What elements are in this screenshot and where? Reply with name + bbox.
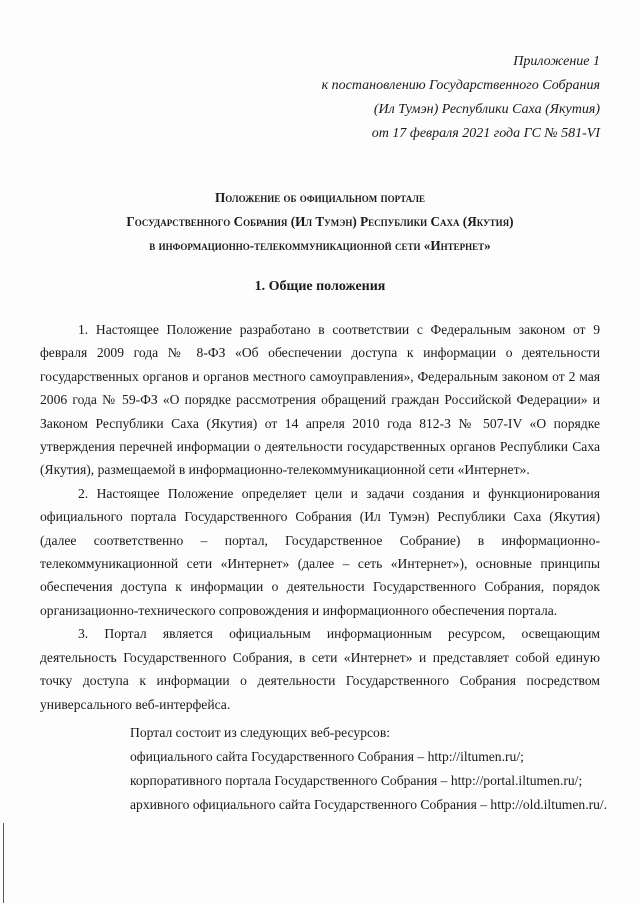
title-line-2: Государственного Собрания (Ил Тумэн) Республики Саха (Якутия) [126, 214, 514, 229]
paragraph-2: 2. Настоящее Положение определяет цели и задачи создания и функционирования официального портала Государственного Собрания (Ил Тумэн) Республики Саха (Якутия) (далее соответственно – портал, Государственное Собрание) в информационно-телекоммуникационной сети «Интернет» (далее – сеть «Интернет»), основные принципы обеспечения доступа к информации о деятельности Государственного Собрания, порядок организационно-технического сопровождения и информационного обеспечения портала. [40, 485, 600, 618]
title-line-1: Положение об официальном портале [215, 190, 425, 205]
resources-list [117, 721, 608, 817]
resources-intro: Портал состоит из следующих веб-ресурсов: [130, 725, 391, 740]
paragraph-3: 3. Портал является официальным информационным ресурсом, освещающим деятельность Государственного Собрания, в сети «Интернет» и представляет собой единую точку доступа к информации о деятельности Государственного Собрания посредством универсального веб-интерфейса. [40, 626, 600, 712]
body-text [40, 318, 600, 716]
resource-item-1: официального сайта Государственного Собрания – http://iltumen.ru/; [130, 749, 524, 764]
annex-resolution: к постановлению Государственного Собрания [321, 78, 600, 93]
resource-item-2: корпоративного портала Государственного Собрания – http://portal.iltumen.ru/; [130, 773, 583, 788]
scan-edge-mark [3, 823, 4, 903]
resource-item-3: архивного официального сайта Государственного Собрания – http://old.iltumen.ru/. [130, 797, 608, 812]
title-line-3: в информационно-телекоммуникационной сети «Интернет» [149, 238, 491, 253]
annex-body-name: (Ил Тумэн) Республики Саха (Якутия) [373, 102, 600, 117]
paragraph-1: 1. Настоящее Положение разработано в соответствии с Федеральным законом от 9 февраля 2009 года № 8-ФЗ «Об обеспечении доступа к информации о деятельности государственных органов и органов местного самоуправления», Федеральным законом от 2 мая 2006 года № 59-ФЗ «О порядке рассмотрения обращений граждан Российской Федерации» и Законом Республики Саха (Якутия) от 14 апреля 2010 года 812-З № 507-IV «О порядке утверждения перечней информации о деятельности государственных органов Республики Саха (Якутия), размещаемой в информационно-телекоммуникационной сети «Интернет». [40, 322, 600, 478]
annex-block [322, 50, 600, 146]
annex-number: Приложение 1 [513, 54, 600, 69]
section-heading: 1. Общие положения [254, 279, 386, 294]
document-title [40, 186, 600, 258]
annex-date: от 17 февраля 2021 года ГС № 581-VI [371, 126, 600, 141]
